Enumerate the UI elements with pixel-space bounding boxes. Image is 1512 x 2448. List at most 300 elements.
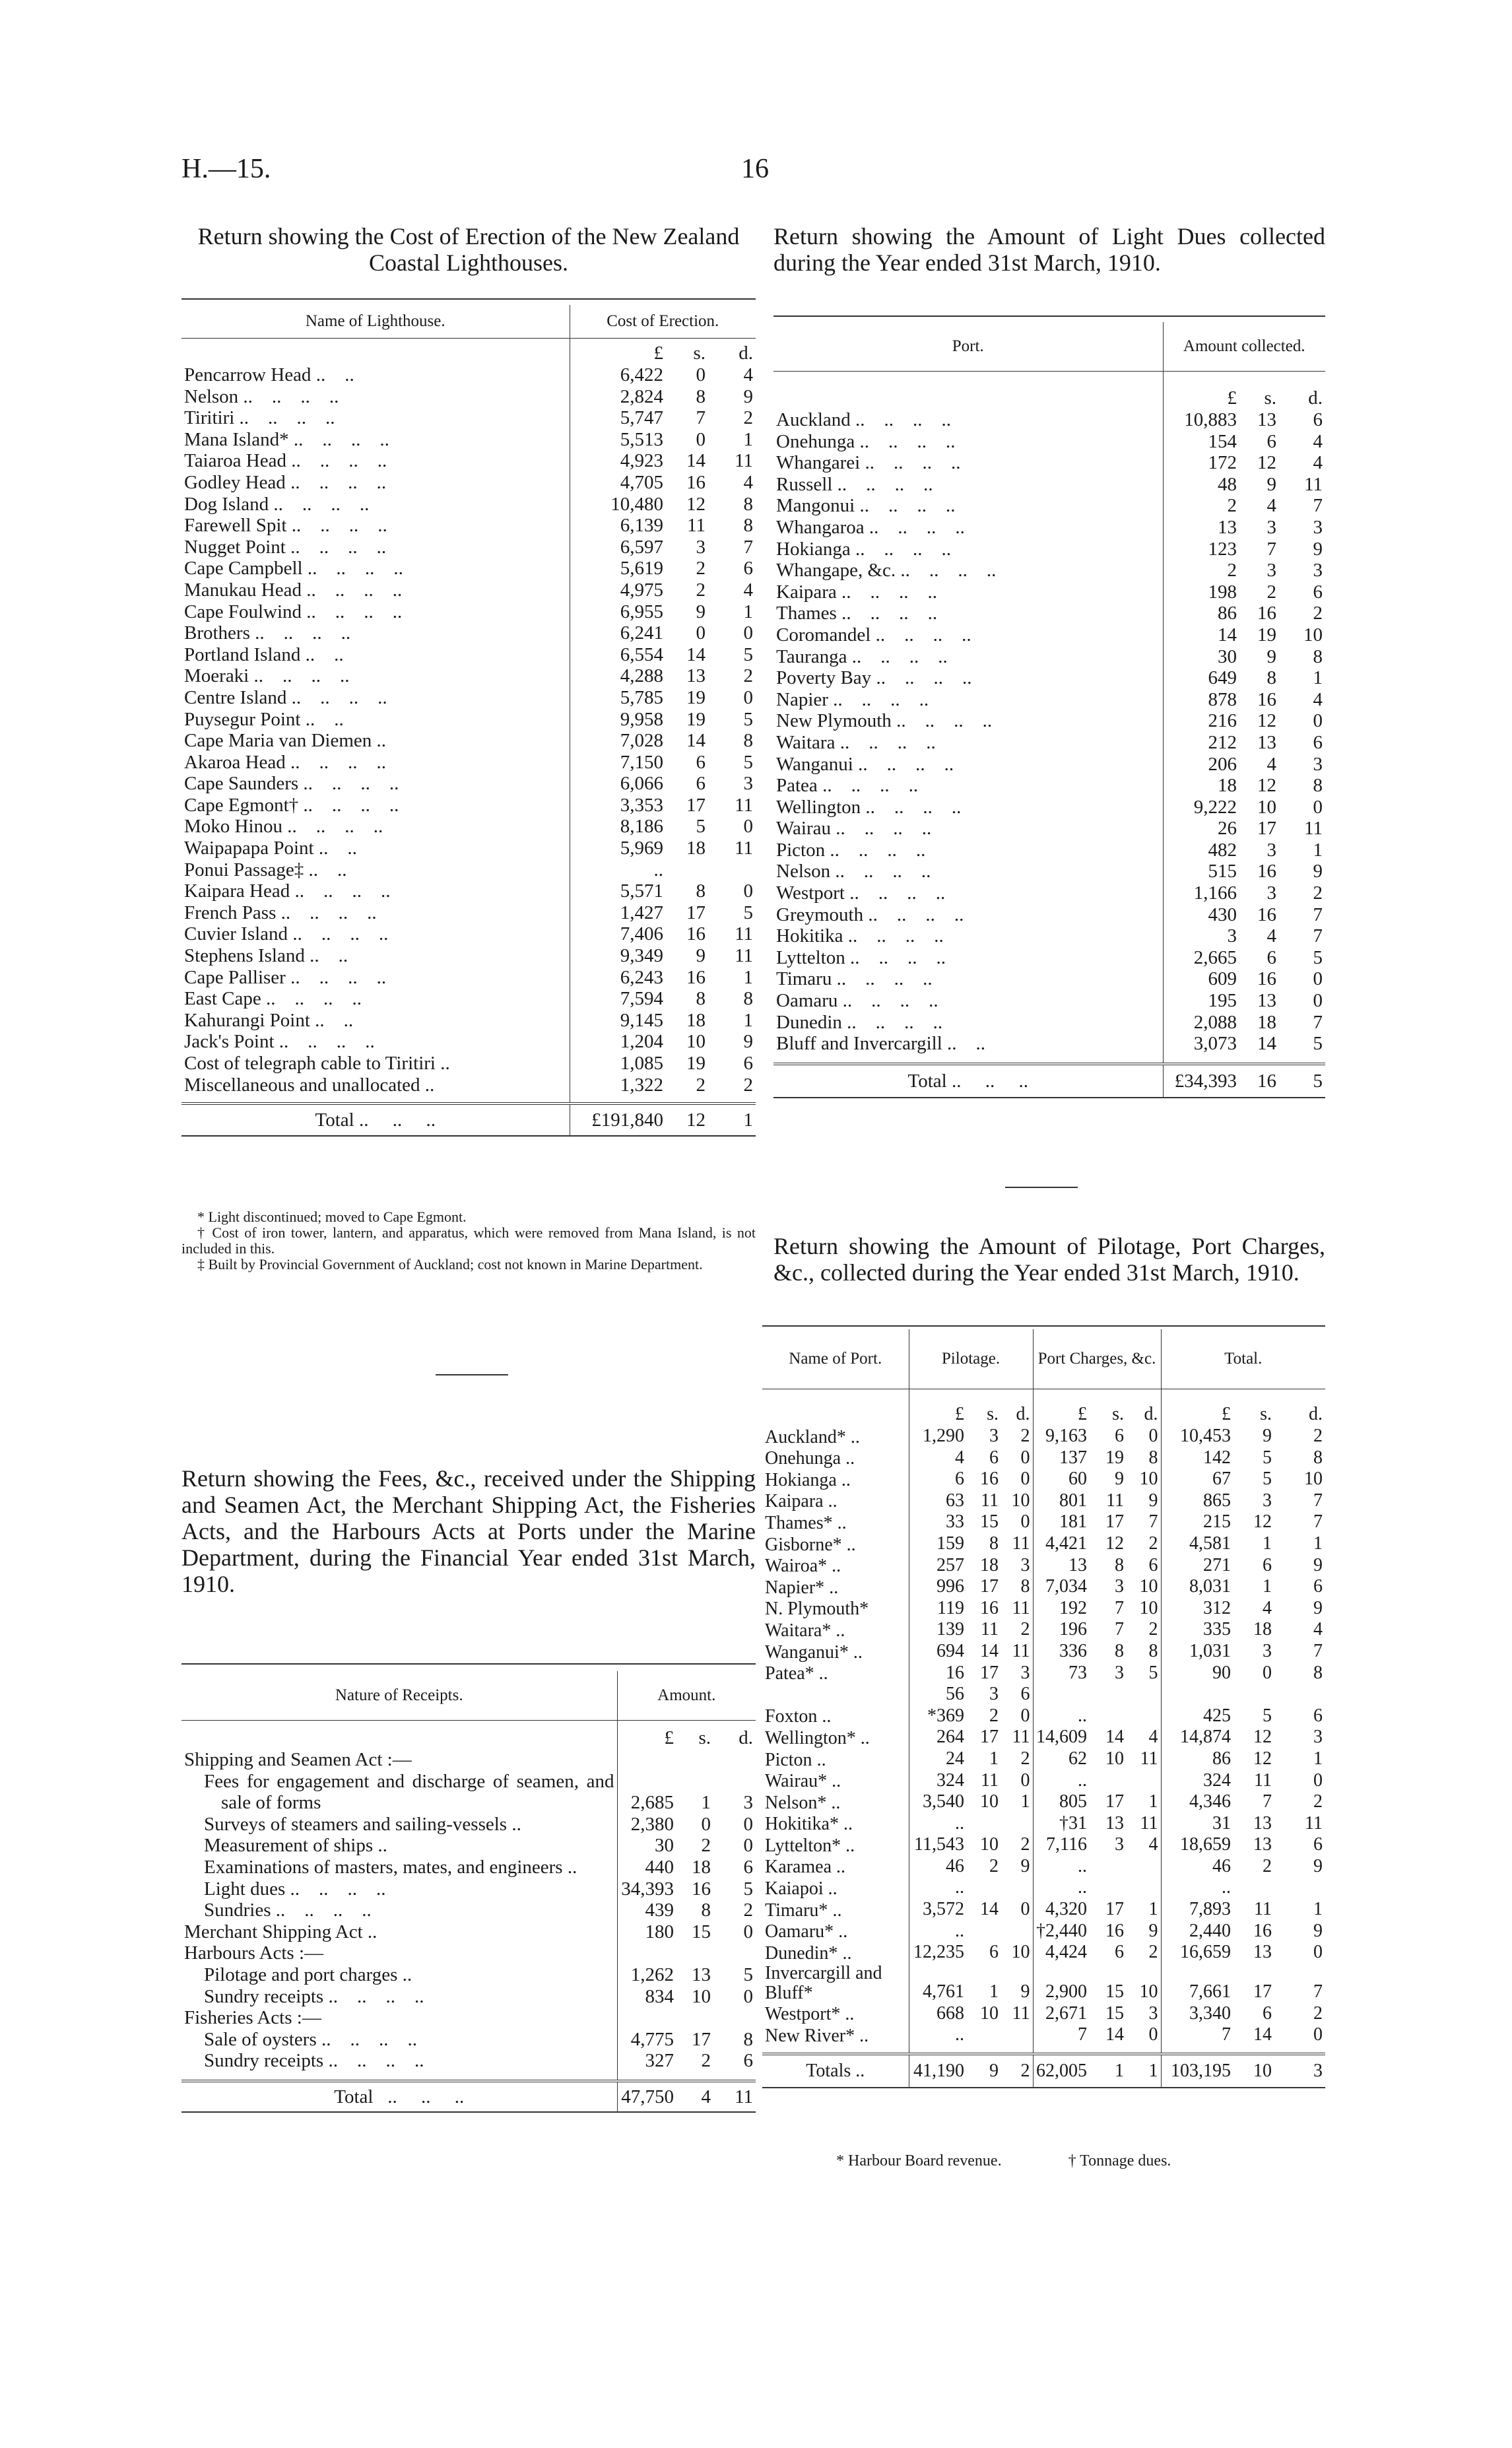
lighthouse-cost-pounds: 5,785 [570, 687, 666, 709]
lighthouse-cost-pence: 1 [743, 428, 753, 450]
lighthouse-cost-shillings: 17 [686, 902, 706, 923]
lighthouse-name [181, 1053, 570, 1075]
pilotage-port [762, 1447, 909, 1469]
fees-amount-pence: 2 [743, 1900, 753, 1921]
total-shillings-value: 9 [1263, 1426, 1272, 1446]
total-shillings [1233, 1834, 1274, 1856]
pilotage-row [762, 1942, 1325, 1964]
light-dues-row [773, 925, 1325, 947]
lighthouse-name-text: Portland Island [184, 644, 301, 665]
pilotage-pounds-value: 63 [946, 1490, 964, 1511]
lighthouse-name-text: Taiaroa Head [184, 450, 286, 472]
fees-amount-pence [713, 1942, 756, 1964]
light-dues-port-text: Mangonui [776, 495, 855, 517]
charges-shillings-value: 10 [1105, 1748, 1124, 1769]
leader-dots: .. [362, 1921, 378, 1942]
pilotage-port [762, 1663, 909, 1684]
leader-dots: .. [841, 1448, 855, 1469]
pilotage-shillings-value: 1 [989, 1981, 999, 2002]
light-dues-row [773, 667, 1325, 689]
charges-pence [1127, 1856, 1161, 1878]
pilotage-row [762, 2003, 1325, 2025]
leader-dots: .. .. .. .. [282, 816, 383, 838]
light-dues-pence: 0 [1313, 796, 1323, 818]
lighthouse-cost-pence: 8 [743, 730, 753, 752]
lighthouse-name [181, 515, 570, 537]
light-dues-pounds: 2 [1163, 495, 1239, 517]
lighthouse-name [181, 407, 570, 429]
lighthouse-name [181, 687, 570, 709]
charges-pounds-value: 2,900 [1045, 1981, 1087, 2002]
pilotage-shillings [967, 1727, 1001, 1748]
lighthouse-cost-pounds: 7,150 [570, 752, 666, 774]
charges-pounds-value: 73 [1068, 1662, 1087, 1683]
pilotage-pounds [909, 2024, 967, 2046]
lighthouse-cost-pounds: 3,353 [570, 795, 666, 816]
lighthouse-row [181, 880, 756, 902]
pilotage-footnote-2: † Tonnage dues. [1068, 2152, 1171, 2169]
total-shillings-value: 11 [1254, 1899, 1272, 1920]
fees-unit-pounds: £ [617, 1720, 676, 1749]
charges-pounds [1033, 1533, 1090, 1555]
fees-row [181, 2050, 756, 2072]
lighthouse-cost-pence: 2 [743, 665, 753, 687]
leader-dots: .. .. [300, 708, 344, 730]
charges-shillings [1090, 1598, 1127, 1620]
charges-shillings [1090, 1684, 1127, 1727]
total-shillings [1233, 1447, 1274, 1469]
light-dues-port [773, 775, 1163, 797]
light-dues-port-text: Whangarei [776, 452, 861, 474]
charges-shillings-value: 19 [1105, 1447, 1124, 1468]
lighthouse-row [181, 902, 756, 924]
page-reference: H.—15. [181, 154, 271, 184]
total-shillings-value: 14 [1253, 2024, 1272, 2045]
fees-label [181, 1986, 617, 2008]
lighthouse-cost-pounds: 4,975 [570, 579, 666, 601]
lighthouse-name [181, 709, 570, 731]
light-dues-row [773, 560, 1325, 581]
pilotage-pence [1001, 1641, 1033, 1663]
total-pence-value: 0 [1313, 2024, 1323, 2045]
charges-pence [1127, 2024, 1161, 2046]
lighthouse-cost-shillings: 11 [687, 515, 706, 537]
light-dues-pounds: 2,665 [1163, 947, 1239, 969]
pilotage-row [762, 1555, 1325, 1577]
light-dues-total-pounds: £34,393 [1163, 1064, 1239, 1097]
pilotage-port-text: Kaiapoi [765, 1878, 824, 1900]
total-shillings [1233, 1770, 1274, 1792]
pilotage-pounds-value: 159 [937, 1533, 964, 1554]
fees-label-text: Examinations of masters, mates, and engineers [204, 1856, 563, 1878]
light-dues-port-text: New Plymouth [776, 710, 892, 732]
lighthouse-name [181, 558, 570, 579]
charges-pence-value: 5 [1148, 1662, 1158, 1683]
charges-shillings [1090, 1964, 1127, 2003]
pilotage-shillings [967, 1641, 1001, 1663]
charges-shillings [1090, 1813, 1127, 1835]
pilotage-port-text: New River* [765, 2026, 855, 2047]
fees-label [181, 1857, 617, 1878]
light-dues-pounds: 172 [1163, 452, 1239, 474]
lighthouse-row [181, 1031, 756, 1053]
lighthouse-cost-shillings: 6 [696, 751, 706, 773]
total-shillings-value: 1 [1263, 1576, 1272, 1597]
pilotage-shillings [967, 1447, 1001, 1469]
light-dues-row [773, 775, 1325, 797]
lighthouse-cost-pounds: 4,923 [570, 450, 666, 472]
fees-label [181, 1964, 617, 1986]
charges-pence [1127, 1834, 1161, 1856]
charges-pence-value: 9 [1148, 1920, 1158, 1941]
pilotage-port [762, 1791, 909, 1813]
pilotage-pounds-value: 694 [937, 1640, 964, 1661]
lighthouse-cost-pounds: 6,241 [570, 622, 666, 644]
lighthouse-cost-pence: 0 [743, 816, 753, 838]
leader-dots: .. .. .. .. [841, 1011, 943, 1033]
lighthouses-footnote-2: † Cost of iron tower, lantern, and apparatus, which were removed from Mana Island, is not included in this. [181, 1224, 756, 1257]
light-dues-port [773, 452, 1163, 474]
charges-pounds-value: 13 [1068, 1554, 1087, 1575]
fees-amount-pounds: 327 [617, 2050, 676, 2072]
leader-dots: .. .. .. .. [843, 925, 944, 947]
fees-label-text: Fees for engagement and discharge of seamen, and sale of forms [204, 1770, 614, 1814]
light-dues-port-text: Dunedin [776, 1011, 842, 1033]
leader-dots: .. [562, 1856, 577, 1878]
total-pence [1274, 1469, 1325, 1490]
charges-pounds [1033, 1770, 1090, 1792]
light-dues-port [773, 689, 1163, 711]
total-pence [1274, 1426, 1325, 1447]
pilotage-port-text: Gisborne* [765, 1534, 842, 1555]
charges-pence [1127, 1598, 1161, 1620]
pilotage-port-text: Dunedin* [765, 1942, 838, 1964]
pilotage-pounds-value: 6 [955, 1469, 964, 1490]
leader-dots: .. .. .. .. [838, 990, 938, 1012]
pilotage-pounds [909, 1727, 967, 1748]
lighthouse-cost-pence: 6 [743, 1053, 753, 1074]
charges-pounds [1033, 1426, 1090, 1447]
lighthouse-cost-pence: 11 [735, 450, 753, 472]
total-pence [1274, 1490, 1325, 1512]
pilotage-top-rule [762, 1325, 1325, 1327]
pilotage-shillings [967, 1598, 1001, 1620]
charges-pounds-value: 805 [1059, 1791, 1087, 1812]
charges-shillings-value: 8 [1115, 1554, 1124, 1575]
lighthouse-row [181, 601, 756, 623]
light-dues-pounds: 878 [1163, 689, 1239, 711]
total-pence-value: 6 [1313, 1576, 1323, 1597]
lighthouse-name [181, 537, 570, 558]
light-dues-col-amount: Amount collected. [1163, 322, 1325, 371]
total-shillings-value: 17 [1253, 1981, 1272, 2002]
lighthouse-cost-pence: 8 [743, 493, 753, 515]
leader-dots: .. .. .. .. [290, 880, 391, 902]
fees-amount-pence: 0 [743, 1985, 753, 2007]
pilotage-pence-value: 11 [1012, 1597, 1030, 1618]
total-shillings [1233, 1490, 1274, 1512]
lighthouse-cost-pounds: 1,085 [570, 1053, 666, 1075]
total-pence-value: 7 [1313, 1640, 1323, 1661]
charges-shillings-value: 7 [1115, 1597, 1124, 1618]
lighthouse-name [181, 1031, 570, 1053]
pilotage-pence-value: 0 [1020, 1770, 1030, 1791]
fees-amount-pence: 6 [743, 2050, 753, 2072]
total-pounds [1161, 1576, 1233, 1598]
lighthouse-cost-shillings: 3 [696, 536, 706, 558]
lighthouse-cost-pence: 5 [743, 644, 753, 665]
pilotage-shillings-value: 8 [989, 1533, 999, 1554]
light-dues-pounds: 195 [1163, 990, 1239, 1012]
pilotage-pounds-value: .. [955, 1812, 964, 1834]
lighthouse-cost-pence: 3 [743, 773, 753, 795]
leader-dots: .. [826, 1792, 841, 1813]
lighthouse-row [181, 579, 756, 601]
charges-pence-value: 0 [1148, 1426, 1158, 1446]
fees-amount-shillings: 17 [692, 2028, 711, 2050]
pilotage-shillings [967, 1426, 1001, 1447]
lighthouse-row [181, 515, 756, 537]
light-dues-pounds: 86 [1163, 603, 1239, 624]
lighthouse-name [181, 364, 570, 386]
charges-pounds-value: 181 [1059, 1511, 1087, 1533]
leader-dots: .. [840, 2004, 855, 2025]
light-dues-row [773, 861, 1325, 882]
lighthouse-cost-shillings: 5 [696, 816, 706, 838]
light-dues-port [773, 1012, 1163, 1034]
charges-shillings-value: 14 [1105, 1727, 1124, 1748]
light-dues-port-text: Wanganui [776, 753, 853, 775]
charges-pounds [1033, 1469, 1090, 1490]
fees-label [181, 2029, 617, 2051]
lighthouse-cost-shillings: 14 [686, 644, 706, 665]
total-pounds-value: 7,661 [1189, 1981, 1231, 2002]
lighthouse-cost-pence: 5 [743, 902, 753, 923]
pilotage-pounds [909, 1921, 967, 1942]
leader-dots: .. [814, 1663, 828, 1684]
pilotage-pence-value: 10 [1011, 1942, 1030, 1963]
total-shillings [1233, 1791, 1274, 1813]
lighthouse-cost-pounds: 1,322 [570, 1075, 666, 1096]
lighthouse-cost-pounds: 9,349 [570, 945, 666, 967]
charges-pounds [1033, 1791, 1090, 1813]
charges-pence-value: 10 [1139, 1597, 1158, 1618]
lighthouse-name [181, 622, 570, 644]
pilotage-row [762, 1921, 1325, 1942]
lighthouse-cost-pence: 4 [743, 364, 753, 385]
charges-pence-value: 9 [1148, 1490, 1158, 1511]
pilotage-port [762, 1727, 909, 1748]
total-pounds [1161, 2003, 1233, 2025]
fees-label [181, 1814, 617, 1836]
light-dues-row [773, 968, 1325, 990]
total-pounds-value: 142 [1203, 1447, 1231, 1468]
total-pounds [1161, 1770, 1233, 1792]
light-dues-shillings: 8 [1266, 667, 1276, 689]
pilotage-row [762, 1684, 1325, 1727]
lighthouse-name [181, 816, 570, 838]
pilotage-pence-value: 2 [1020, 1748, 1030, 1769]
total-total-pence: 3 [1274, 2054, 1325, 2087]
leader-dots: .. .. .. .. [844, 882, 946, 904]
light-dues-row [773, 882, 1325, 904]
lighthouse-cost-shillings: 6 [696, 773, 706, 795]
pilotage-pence [1001, 1469, 1033, 1490]
light-dues-title: Return showing the Amount of Light Dues collected during the Year ended 31st March, 1910. [773, 223, 1325, 276]
light-dues-total-shillings: 16 [1239, 1064, 1279, 1097]
pilotage-pounds [909, 1555, 967, 1577]
charges-pounds-value: 137 [1059, 1447, 1087, 1468]
lighthouse-row [181, 537, 756, 558]
pilotage-shillings [967, 1684, 1001, 1727]
pilotage-port [762, 1511, 909, 1533]
pilotage-pounds [909, 1641, 967, 1663]
total-pence [1274, 1899, 1325, 1921]
lighthouse-cost-shillings: 0 [696, 364, 706, 385]
light-dues-shillings: 18 [1257, 1011, 1276, 1033]
charges-shillings-value: 8 [1115, 1640, 1124, 1661]
lighthouse-cost-pounds: 5,571 [570, 880, 666, 902]
charges-pounds-value: .. [1078, 1705, 1087, 1726]
fees-amount-pounds: 4,775 [617, 2029, 676, 2051]
fees-label-text: Sale of oysters [204, 2028, 317, 2050]
pilotage-pence [1001, 1899, 1033, 1921]
lighthouse-name-text: French Pass [184, 902, 277, 923]
pilotage-port-text: Auckland* [765, 1426, 846, 1447]
total-pence-value: 2 [1313, 2002, 1323, 2024]
pilotage-pence-value: 2 [1020, 1426, 1030, 1446]
charges-pounds-value: 62 [1068, 1748, 1087, 1769]
total-shillings [1233, 1964, 1274, 2003]
lighthouses-footnote-1: * Light discontinued; moved to Cape Egmont. [197, 1208, 467, 1225]
total-pounds-value: 86 [1212, 1748, 1231, 1769]
pilotage-pounds [909, 1533, 967, 1555]
fees-amount-pence: 5 [743, 1964, 753, 1985]
charges-pence [1127, 1426, 1161, 1447]
light-dues-port [773, 904, 1163, 926]
total-shillings [1233, 1641, 1274, 1663]
pilotage-port [762, 1533, 909, 1555]
total-pence [1274, 1533, 1325, 1555]
lighthouse-cost-pounds: 4,705 [570, 472, 666, 494]
pilotage-port [762, 1856, 909, 1878]
total-pence-value: 0 [1313, 1942, 1323, 1963]
total-shillings [1233, 1576, 1274, 1598]
total-pence-value: 7 [1313, 1511, 1323, 1533]
lighthouse-cost-pounds: 8,186 [570, 816, 666, 838]
charges-pounds [1033, 1598, 1090, 1620]
leader-dots: .. .. .. .. [863, 904, 964, 925]
light-dues-pence: 9 [1313, 861, 1323, 882]
lighthouse-cost-shillings: 10 [686, 1031, 706, 1053]
charges-pounds-value: 192 [1059, 1597, 1087, 1618]
lighthouse-row [181, 386, 756, 408]
total-pounds [1161, 1942, 1233, 1964]
lighthouse-cost-pounds: 1,427 [570, 902, 666, 924]
fees-amount-shillings: 1 [701, 1792, 711, 1814]
charges-pounds-value: .. [1078, 1877, 1087, 1898]
fees-amount-pence: 0 [743, 1835, 753, 1857]
light-dues-pence: 3 [1313, 516, 1323, 538]
charges-pence-value: 4 [1148, 1834, 1158, 1855]
total-pence-value: 9 [1313, 1597, 1323, 1618]
total-shillings [1233, 1921, 1274, 1942]
pilotage-pence-value: 8 [1020, 1576, 1030, 1597]
charges-shillings-value: 9 [1115, 1469, 1124, 1490]
light-dues-pounds: 18 [1163, 775, 1239, 797]
pilotage-pounds [909, 1426, 967, 1447]
lighthouse-row [181, 472, 756, 494]
lighthouse-cost-shillings: 8 [696, 880, 706, 902]
total-pounds-value: 14,874 [1180, 1727, 1231, 1748]
light-dues-total-pence: 5 [1279, 1064, 1325, 1097]
leader-dots: .. .. .. .. [302, 558, 403, 579]
leader-dots: .. .. .. .. [871, 624, 971, 645]
total-pounds-value: 2,440 [1189, 1920, 1231, 1941]
fees-row [181, 1964, 756, 1986]
pilotage-port-text: Nelson* [765, 1792, 827, 1813]
pilotage-pounds [909, 1619, 967, 1641]
charges-unit-pounds: £ [1033, 1389, 1090, 1426]
total-shillings-value: 1 [1263, 1533, 1272, 1554]
leader-dots: .. [420, 1074, 435, 1096]
total-pounds [1161, 1490, 1233, 1512]
fees-amount-shillings: 18 [692, 1856, 711, 1878]
charges-pence [1127, 1877, 1161, 1899]
pilotage-row [762, 1426, 1325, 1447]
light-dues-port-text: Wellington [776, 796, 861, 818]
pilotage-col-charges: Port Charges, &c. [1033, 1329, 1161, 1389]
section-divider-right [1005, 1187, 1078, 1188]
total-pounds [1161, 1748, 1233, 1770]
total-pounds-value: 8,031 [1189, 1576, 1231, 1597]
lighthouse-name [181, 945, 570, 967]
pilotage-row [762, 1511, 1325, 1533]
total-pounds [1161, 1663, 1233, 1684]
lighthouse-cost-shillings: 7 [696, 407, 706, 429]
leader-dots: .. [828, 1900, 842, 1921]
lighthouse-cost-shillings: 2 [696, 558, 706, 579]
light-dues-pence: 5 [1313, 1033, 1323, 1055]
light-dues-port-text: Hokianga [776, 538, 851, 560]
charges-shillings [1090, 1490, 1127, 1512]
fees-label [181, 1942, 617, 1964]
pilotage-row [762, 1964, 1325, 2003]
pilotage-unit-shillings: s. [967, 1389, 1001, 1426]
light-dues-port [773, 947, 1163, 969]
lighthouses-total-label: Total .. .. .. [181, 1104, 570, 1135]
lighthouse-cost-pounds: 6,066 [570, 773, 666, 795]
pilotage-pence [1001, 1426, 1033, 1447]
light-dues-port-text: Picton [776, 839, 826, 861]
light-dues-port [773, 797, 1163, 818]
light-dues-row [773, 1012, 1325, 1034]
charges-pence [1127, 1921, 1161, 1942]
charges-pounds-value: 14,609 [1036, 1727, 1087, 1748]
charges-shillings [1090, 1555, 1127, 1577]
light-dues-port [773, 646, 1163, 668]
total-pounds-value: 312 [1203, 1597, 1231, 1618]
fees-row [181, 1921, 756, 1943]
fees-unit-shillings: s. [676, 1720, 713, 1749]
lighthouse-name-text: Akaroa Head [184, 751, 286, 773]
lighthouse-name-text: Cape Egmont† [184, 794, 299, 816]
charges-pounds [1033, 2003, 1090, 2025]
lighthouse-cost-pence: 0 [743, 880, 753, 902]
pilotage-pounds-value: 996 [937, 1576, 964, 1597]
charges-pounds [1033, 1942, 1090, 1964]
light-dues-shillings: 12 [1257, 710, 1276, 732]
